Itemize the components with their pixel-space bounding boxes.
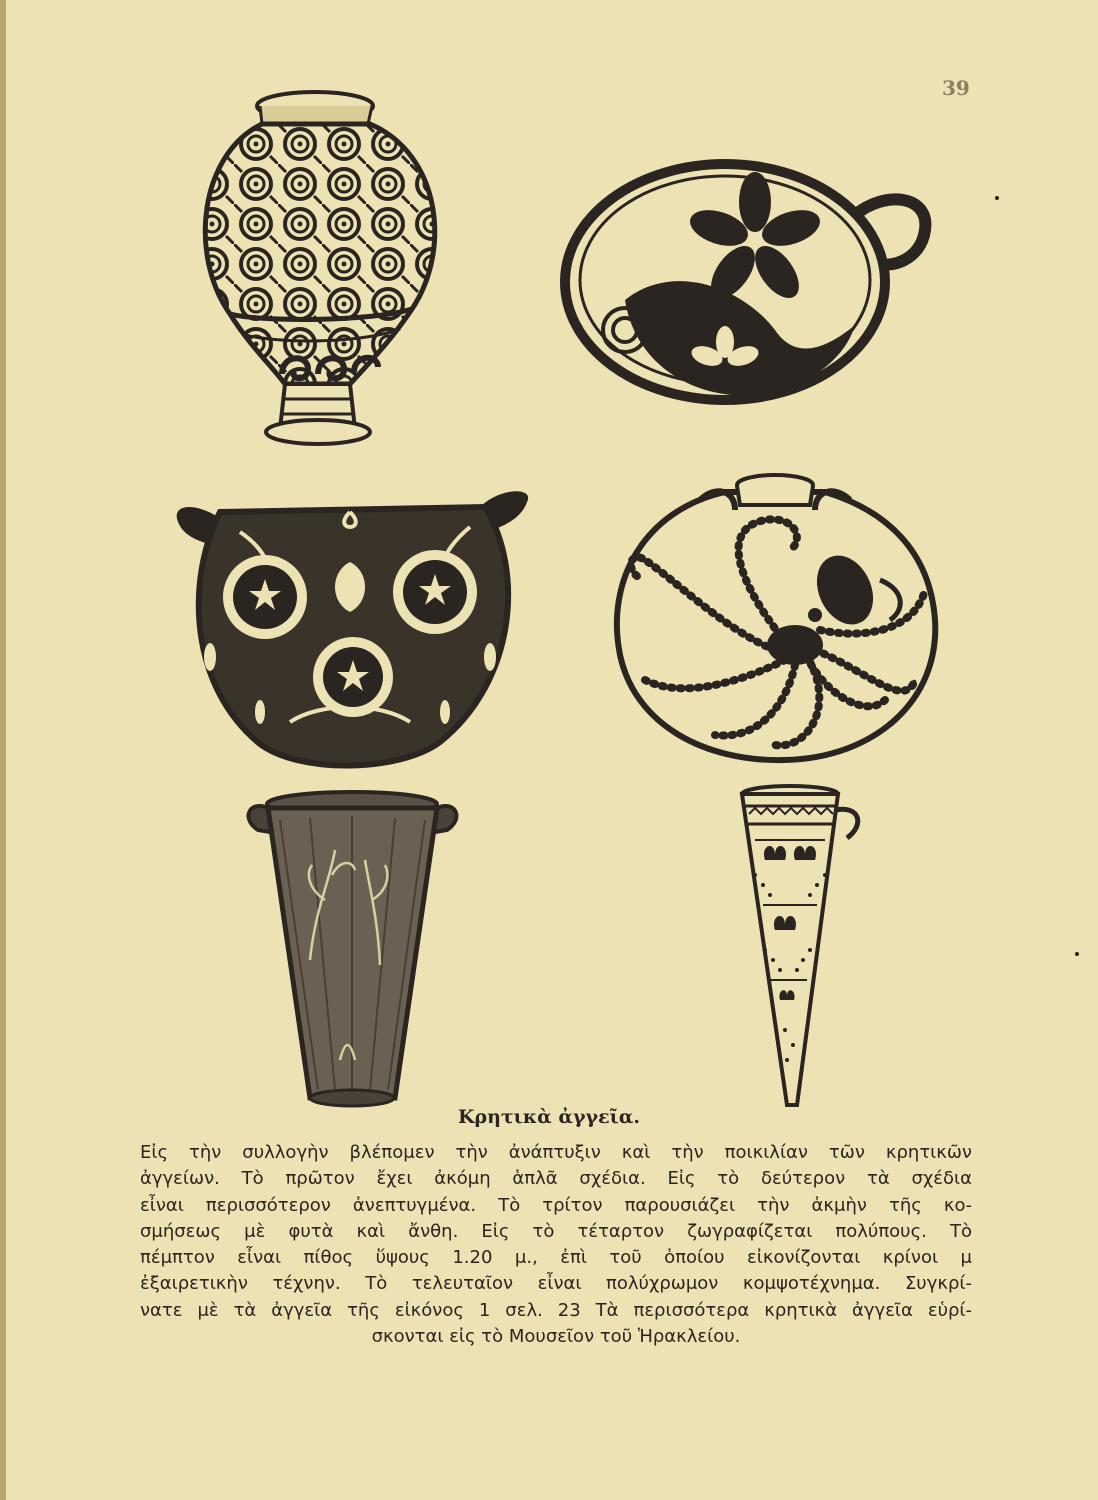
spiral-decorated-jar-icon	[190, 84, 455, 464]
page-number: 39	[942, 76, 970, 100]
caption-line: ἀγγείων. Τὸ πρῶτον ἔχει ἀκόμη ἁπλᾶ σχέδια. Εἰς τὸ δεύτερον τὰ σχέδια	[140, 1168, 972, 1190]
caption-title: Κρητικὰ ἀγγεῖα.	[457, 1106, 641, 1128]
flower-cup-icon	[555, 150, 945, 420]
page-edge	[0, 0, 6, 1500]
caption-line: Εἰς τὴν συλλογὴν βλέπομεν τὴν ἀνάπτυξιν καὶ τὴν ποικιλίαν τῶν κρητικῶν	[140, 1142, 972, 1163]
caption-line: σμήσεως μὲ φυτὰ καὶ ἄνθη. Εἰς τὸ τέταρτον ζωγραφίζεται πολύπους. Τὸ	[140, 1220, 972, 1242]
lily-pithos-icon	[240, 790, 465, 1110]
caption-line: ἐξαιρετικὴν τέχνην. Τὸ τελευταῖον εἶναι πολύχρωμον κομψοτέχνημα. Συγκρί-	[140, 1273, 972, 1295]
caption-line: εἶναι περισσότερον ἀνεπτυγμένα. Τὸ τρίτον παρουσιάζει τὴν ἀκμὴν τῆς κο-	[140, 1194, 972, 1216]
caption-body	[140, 1140, 972, 1350]
conical-rhyton-icon	[735, 780, 870, 1115]
rosette-jar-icon	[170, 482, 535, 777]
caption-line: σκονται εἰς τὸ Μουσεῖον τοῦ Ἡρακλείου.	[371, 1326, 741, 1348]
caption-line: νατε μὲ τὰ ἀγγεῖα τῆς εἰκόνος 1 σελ. 23 Τὰ περισσότερα κρητικὰ ἀγγεῖα εὑρί-	[140, 1299, 972, 1321]
octopus-jar-icon	[605, 470, 945, 770]
ink-speck	[1075, 952, 1079, 956]
ink-speck	[995, 196, 999, 200]
caption-line: πέμπτον εἶναι πίθος ὕψους 1.20 μ., ἐπὶ τοῦ ὁποίου εἰκονίζονται κρίνοι μ	[140, 1247, 972, 1269]
